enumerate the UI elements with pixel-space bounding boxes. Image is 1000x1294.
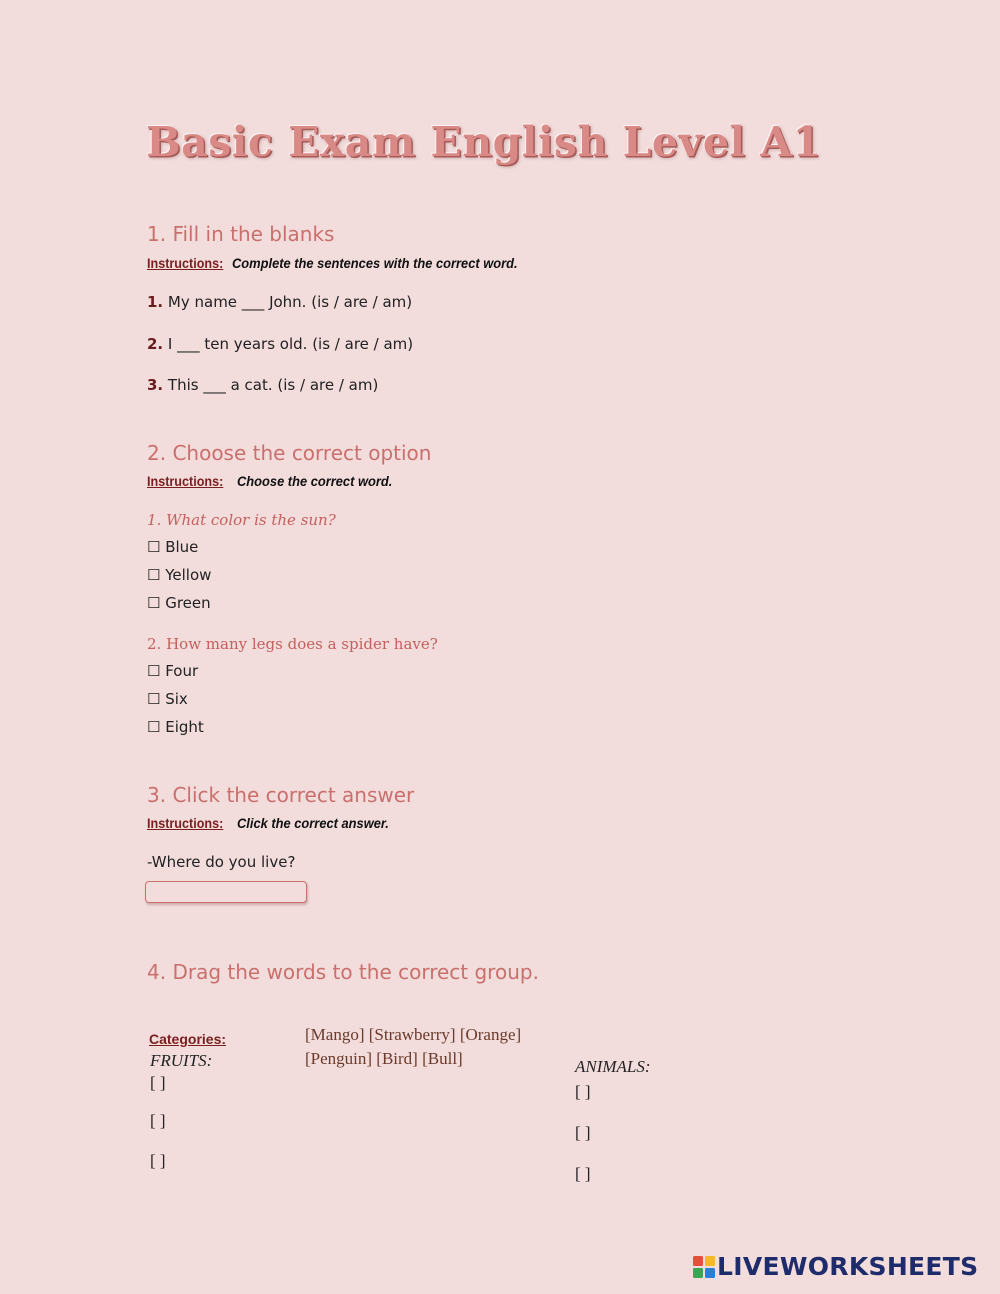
fruit-slot-2[interactable]: [ ] xyxy=(150,1111,166,1130)
logo-blocks-icon xyxy=(693,1256,715,1278)
animals-label: ANIMALS: xyxy=(575,1057,651,1076)
question-1: 1. What color is the sun? xyxy=(147,511,336,529)
fruit-slot-3[interactable]: [ ] xyxy=(150,1151,166,1170)
animal-slot-1[interactable]: [ ] xyxy=(575,1082,591,1101)
blank-item-1: 1. My name ___ John. (is / are / am) xyxy=(147,293,413,311)
blank-item-2: 2. I ___ ten years old. (is / are / am) xyxy=(147,335,414,353)
animal-slot-2[interactable]: [ ] xyxy=(575,1123,591,1142)
section3-question: -Where do you live? xyxy=(147,853,296,871)
section1-title: 1. Fill in the blanks xyxy=(147,222,335,246)
instructions-text: Complete the sentences with the correct word. xyxy=(231,255,518,271)
section1-instructions xyxy=(147,253,542,272)
fruit-slot-1[interactable]: [ ] xyxy=(150,1073,166,1092)
option-yellow[interactable]: ☐ Yellow xyxy=(147,566,212,584)
section3-instructions xyxy=(147,813,402,832)
question-2: 2. How many legs does a spider have? xyxy=(147,635,438,653)
option-six[interactable]: ☐ Six xyxy=(147,690,188,708)
option-four[interactable]: ☐ Four xyxy=(147,662,199,680)
section4-title: 4. Drag the words to the correct group. xyxy=(147,960,539,984)
logo-text: LIVEWORKSHEETS xyxy=(717,1252,979,1281)
option-blue[interactable]: ☐ Blue xyxy=(147,538,199,556)
page-title: Basic Exam English Level A1 xyxy=(146,118,822,166)
instructions-label: Instructions: xyxy=(147,255,224,271)
option-eight[interactable]: ☐ Eight xyxy=(147,718,204,736)
fruits-label: FRUITS: xyxy=(150,1051,213,1070)
section2-title: 2. Choose the correct option xyxy=(147,441,432,465)
blank-item-3: 3. This ___ a cat. (is / are / am) xyxy=(147,376,379,394)
animal-slot-3[interactable]: [ ] xyxy=(575,1164,591,1183)
section3-title: 3. Click the correct answer xyxy=(147,783,415,807)
word-bank-line-2[interactable]: [Penguin] [Bird] [Bull] xyxy=(305,1049,463,1068)
option-green[interactable]: ☐ Green xyxy=(147,594,211,612)
instructions-text: Choose the correct word. xyxy=(236,473,393,489)
instructions-label: Instructions: xyxy=(147,473,224,489)
instructions-text: Click the correct answer. xyxy=(236,815,389,831)
liveworksheets-logo xyxy=(693,1252,978,1281)
word-bank-line-1[interactable]: [Mango] [Strawberry] [Orange] xyxy=(305,1025,522,1044)
instructions-label: Instructions: xyxy=(147,815,224,831)
section2-instructions xyxy=(147,471,406,490)
answer-dropdown[interactable] xyxy=(145,881,307,903)
categories-label: Categories: xyxy=(149,1031,227,1047)
